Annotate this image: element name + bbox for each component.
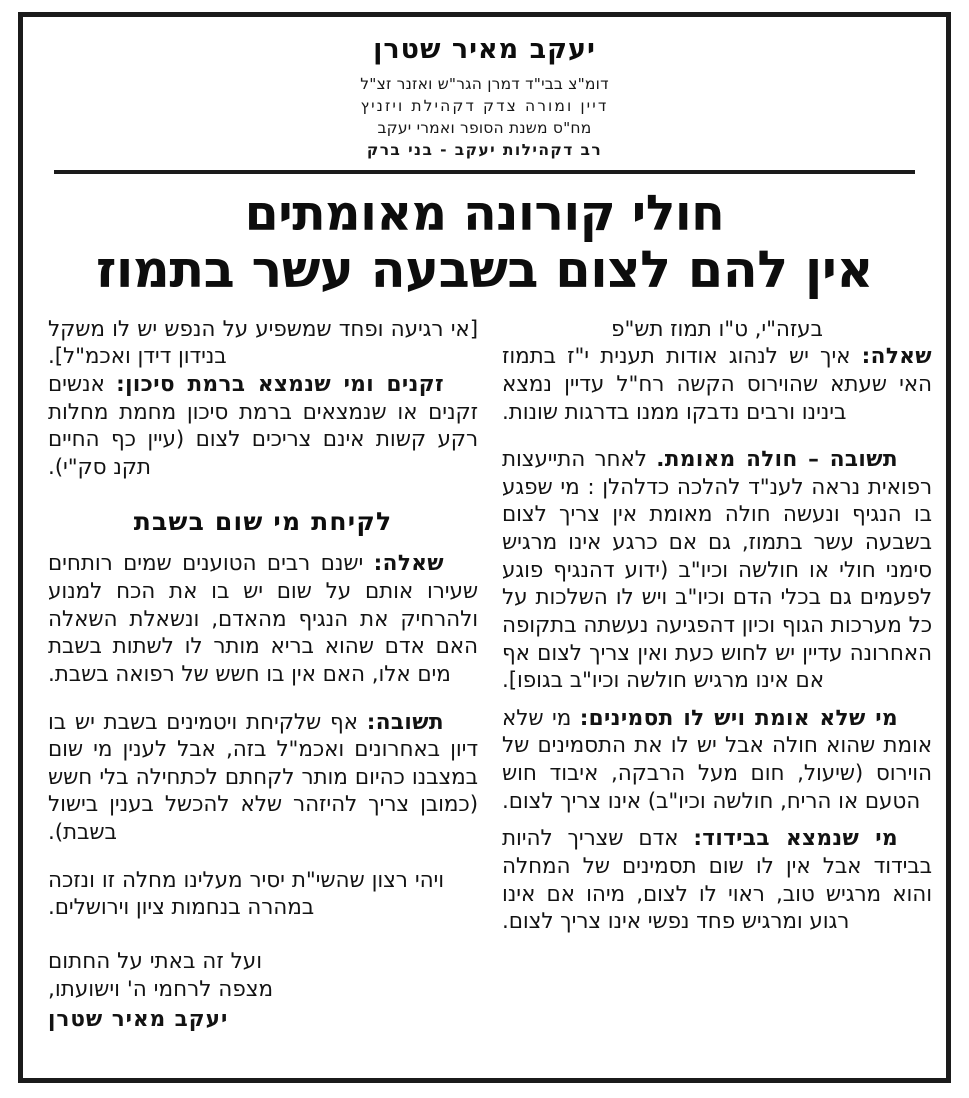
masthead-rabbi-name: יעקב מאיר שטרן bbox=[373, 34, 596, 65]
masthead bbox=[37, 25, 932, 161]
answer-text-2: אף שלקיחת ויטמינים בשבת יש בו דיון באחרונים ואכמ"ל בזה, אבל לענין מי שום במצבנו כהיום מותר לקחתם לכתחילה בלי חשש (כמובן צריך להיזהר שלא להכשל בענין בישול בשבת). bbox=[48, 709, 478, 846]
spacer bbox=[48, 847, 478, 867]
section-label-3: מי שנמצא בבידוד: bbox=[693, 826, 898, 852]
section-label-2: מי שלא אומת ויש לו תסמינים: bbox=[579, 705, 898, 731]
bracket-note-text: [אי רגיעה ופחד שמשפיע על הנפש יש לו משקל בנידון דידן ואכמ"ל]. bbox=[48, 316, 478, 370]
spacer bbox=[502, 815, 932, 825]
document-page bbox=[18, 12, 951, 1083]
signoff-line-2: מצפה לרחמי ה' וישועתו, bbox=[48, 976, 274, 1002]
bracket-note-paragraph bbox=[48, 316, 478, 371]
masthead-credential-lines bbox=[37, 73, 932, 161]
signature-block bbox=[48, 948, 478, 1034]
section-text-3: אדם שצריך להיות בבידוד אבל אין לו שום תסמינים של המחלה והוא מרגיש טוב, ראוי לו לצום, מיהו אם אינו רגוע ומרגיש פחד נפשי אינו צריך לצום. bbox=[502, 826, 932, 935]
answer-paragraph-1 bbox=[502, 446, 932, 695]
masthead-line-3: מח"ס משנת הסופר ואמרי יעקב bbox=[377, 118, 592, 137]
masthead-divider-rule bbox=[54, 170, 915, 174]
question-paragraph-1 bbox=[502, 343, 932, 426]
closing-blessing-text: ויהי רצון שהשי"ת יסיר מעלינו מחלה זו ונזכה במהרה בנחמות ציון וירושלים. bbox=[48, 867, 444, 921]
question-text-1: איך יש לנהוג אודות תענית י"ז בתמוז האי שעתא שהוירוס הקשה רח"ל עדיין נמצא בינינו ורבים נדבקו ממנו בדרגות שונות. bbox=[502, 344, 932, 425]
masthead-line-4: רב דקהילות יעקב - בני ברק bbox=[366, 140, 603, 159]
question-text-2: ישנם רבים הטוענים שמים רותחים שעירו אותם על שום יש בו את הכח למנוע ולהרחיק את הנגיף מהאדם, ונשאלת השאלה האם אדם שהוא בריא מותר לו לשתות בשבת מים אלו, האם אין בו חשש של רפואה בשבת. bbox=[48, 551, 478, 687]
page-title bbox=[37, 186, 932, 300]
answer-label-2: תשובה: bbox=[366, 709, 444, 735]
answer-text-1: לאחר התייעצות רפואית נראה לענ"ד להלכה כדלהלן : מי שפגע בו הנגיף ונעשה חולה מאומת אין צריך לצום בשבעה עשר בתמוז, גם אם כרגע אינו מרגיש סימני חולי או חולשה וכיו"ב (ידוע דהנגיף פוגע לפעמים גם בכלי הדם וכיו"ב ויש לו השלכות על כל מערכות הגוף וכיון דהפגיעה נעשתה בתקופה האחרונה עדיין יש לחוש כעת ואין צריך לצום אף אם אינו מרגיש חולשה וכיו"ב בגופו]. bbox=[502, 447, 932, 694]
headline-line-1: חולי קורונה מאומתים bbox=[244, 184, 725, 242]
section-subheading: לקיחת מי שום בשבת bbox=[133, 507, 393, 537]
page-inner bbox=[23, 17, 946, 1078]
question-label-1: שאלה: bbox=[861, 344, 932, 370]
masthead-line-2: דיין ומורה צדק דקהילת ויזניץ bbox=[360, 96, 609, 115]
answer-label-1: תשובה – חולה מאומת. bbox=[656, 447, 898, 473]
section-text-2: מי שלא אומת שהוא חולה אבל יש לו את התסמינים של הוירוס (שיעול, חום מעל הרבקה, איבוד חוש הטעם או הריח, חולשה וכיו"ב) אינו צריך לצום. bbox=[502, 705, 932, 814]
spacer bbox=[502, 695, 932, 705]
article-columns bbox=[37, 316, 932, 1034]
question-paragraph-2 bbox=[48, 550, 478, 688]
spacer bbox=[502, 426, 932, 446]
column-left bbox=[48, 316, 478, 1034]
closing-blessing-paragraph bbox=[48, 867, 478, 922]
dateline bbox=[502, 316, 932, 344]
signoff-line-1: ועל זה באתי על החתום bbox=[48, 948, 263, 974]
section-paragraph-3 bbox=[502, 825, 932, 936]
headline-line-2: אין להם לצום בשבעה עשר בתמוז bbox=[96, 240, 873, 300]
answer-paragraph-2 bbox=[48, 709, 478, 847]
section-paragraph-2 bbox=[502, 705, 932, 816]
spacer bbox=[48, 689, 478, 709]
section-label-4: זקנים ומי שנמצא ברמת סיכון: bbox=[116, 371, 444, 397]
column-right bbox=[502, 316, 932, 936]
masthead-line-1: דומ"צ בבי"ד דמרן הגר"ש ואזנר זצ"ל bbox=[360, 74, 609, 93]
signoff-signature-name: יעקב מאיר שטרן bbox=[48, 1006, 229, 1032]
dateline-text: בעזה"י, ט"ו תמוז תש"פ bbox=[611, 316, 823, 342]
question-label-2: שאלה: bbox=[373, 551, 444, 577]
section-text-4: אנשים זקנים או שנמצאים ברמת סיכון מחמת מחלות רקע קשות אינם צריכים לצום (עיין כף החיים תקנ סק"י). bbox=[48, 371, 478, 480]
section-paragraph-4 bbox=[48, 371, 478, 482]
